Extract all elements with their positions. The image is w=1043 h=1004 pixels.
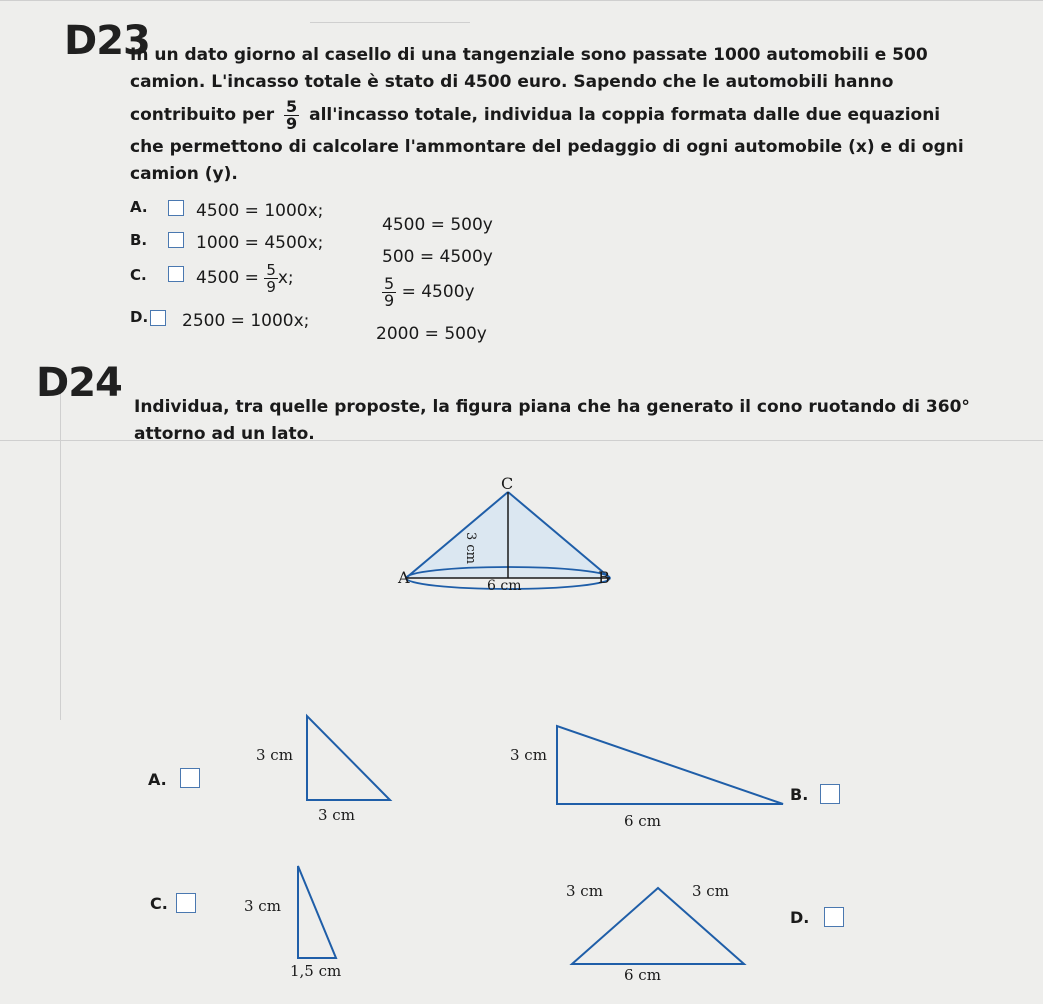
d24-option-d-right-label: 3 cm	[692, 882, 729, 900]
d23-option-b-checkbox[interactable]	[168, 232, 184, 248]
d24-option-c-checkbox[interactable]	[176, 893, 196, 913]
d23-stem-line2: camion. L'incasso totale è stato di 4500 euro. Sapendo che le automobili hanno	[130, 72, 894, 92]
cone-label-b: B	[598, 568, 610, 587]
five-ninths-fraction: $\frac{5}{9}$	[384, 273, 395, 310]
d24-option-b-vertical-label: 3 cm	[510, 746, 547, 764]
d23-option-a-eq2: 4500 = 500y	[382, 215, 493, 235]
d24-stem-line1: Individua, tra quelle proposte, la figura piana che ha generato il cono ruotando di 360°	[134, 397, 970, 417]
d24-option-c-triangle	[290, 862, 350, 962]
d23-option-a-eq1: 4500 = 1000x;	[196, 201, 324, 221]
d23-option-b-eq1: 1000 = 4500x;	[196, 233, 324, 253]
d24-stem-line2: attorno ad un lato.	[134, 424, 315, 444]
d23-option-d-eq1: 2500 = 1000x;	[182, 311, 310, 331]
d24-stem	[134, 394, 1034, 448]
d24-option-a-horizontal-label: 3 cm	[318, 806, 355, 824]
d23-option-d-checkbox[interactable]	[150, 310, 166, 326]
triangle-b-shape	[557, 726, 783, 804]
triangle-a-shape	[307, 716, 390, 800]
five-ninths-fraction: $\frac{5}{9}$	[266, 260, 276, 296]
d24-option-b-triangle	[545, 720, 795, 810]
d24-option-b-letter: B.	[790, 785, 809, 804]
d24-option-c-horizontal-label: 1,5 cm	[290, 962, 342, 980]
d23-stem	[130, 42, 1030, 188]
cone-height-label: 3 cm	[463, 532, 478, 565]
triangle-c-shape	[298, 866, 336, 958]
d23-option-c-eq2: $\frac{5}{9}$ = 4500y	[384, 273, 475, 310]
d24-option-c-vertical-label: 3 cm	[244, 897, 281, 915]
d23-option-d-eq2: 2000 = 500y	[376, 324, 487, 344]
d24-option-b-horizontal-label: 6 cm	[624, 812, 661, 830]
d24-option-a-letter: A.	[148, 770, 167, 789]
d24-option-d-letter: D.	[790, 908, 810, 927]
d23-option-c-checkbox[interactable]	[168, 266, 184, 282]
d23-stem-line3	[130, 96, 1030, 134]
d24-option-a-checkbox[interactable]	[180, 768, 200, 788]
cone-base-label: 6 cm	[487, 578, 522, 594]
five-ninths-fraction: $\frac{5}{9}$	[286, 96, 298, 133]
d24-option-a-triangle	[290, 710, 400, 810]
d23-option-a-checkbox[interactable]	[168, 200, 184, 216]
cone-label-a: A	[398, 568, 410, 587]
d24-option-d-base-label: 6 cm	[624, 966, 661, 984]
d24-option-a-vertical-label: 3 cm	[256, 746, 293, 764]
d23-stem-line3-post: all'incasso totale, individua la coppia formata dalle due equazioni	[309, 105, 941, 125]
d23-option-b-eq2: 500 = 4500y	[382, 247, 493, 267]
d24-option-b-checkbox[interactable]	[820, 784, 840, 804]
d23-stem-line4: che permettono di calcolare l'ammontare del pedaggio di ogni automobile (x) e di ogni	[130, 137, 964, 157]
d24-option-c-letter: C.	[150, 894, 168, 913]
d23-number: D23	[64, 18, 150, 64]
d24-number: D24	[36, 360, 122, 406]
d23-stem-line1: In un dato giorno al casello di una tangenziale sono passate 1000 automobili e 500	[130, 45, 928, 65]
cone-label-c: C	[501, 474, 514, 493]
d23-option-c-eq1: 4500 = $\frac{5}{9}$ x;	[196, 260, 294, 296]
d23-stem-line3-pre: contribuito per	[130, 105, 275, 125]
d24-option-d-left-label: 3 cm	[566, 882, 603, 900]
d24-option-d-checkbox[interactable]	[824, 907, 844, 927]
d23-stem-line5: camion (y).	[130, 164, 238, 184]
